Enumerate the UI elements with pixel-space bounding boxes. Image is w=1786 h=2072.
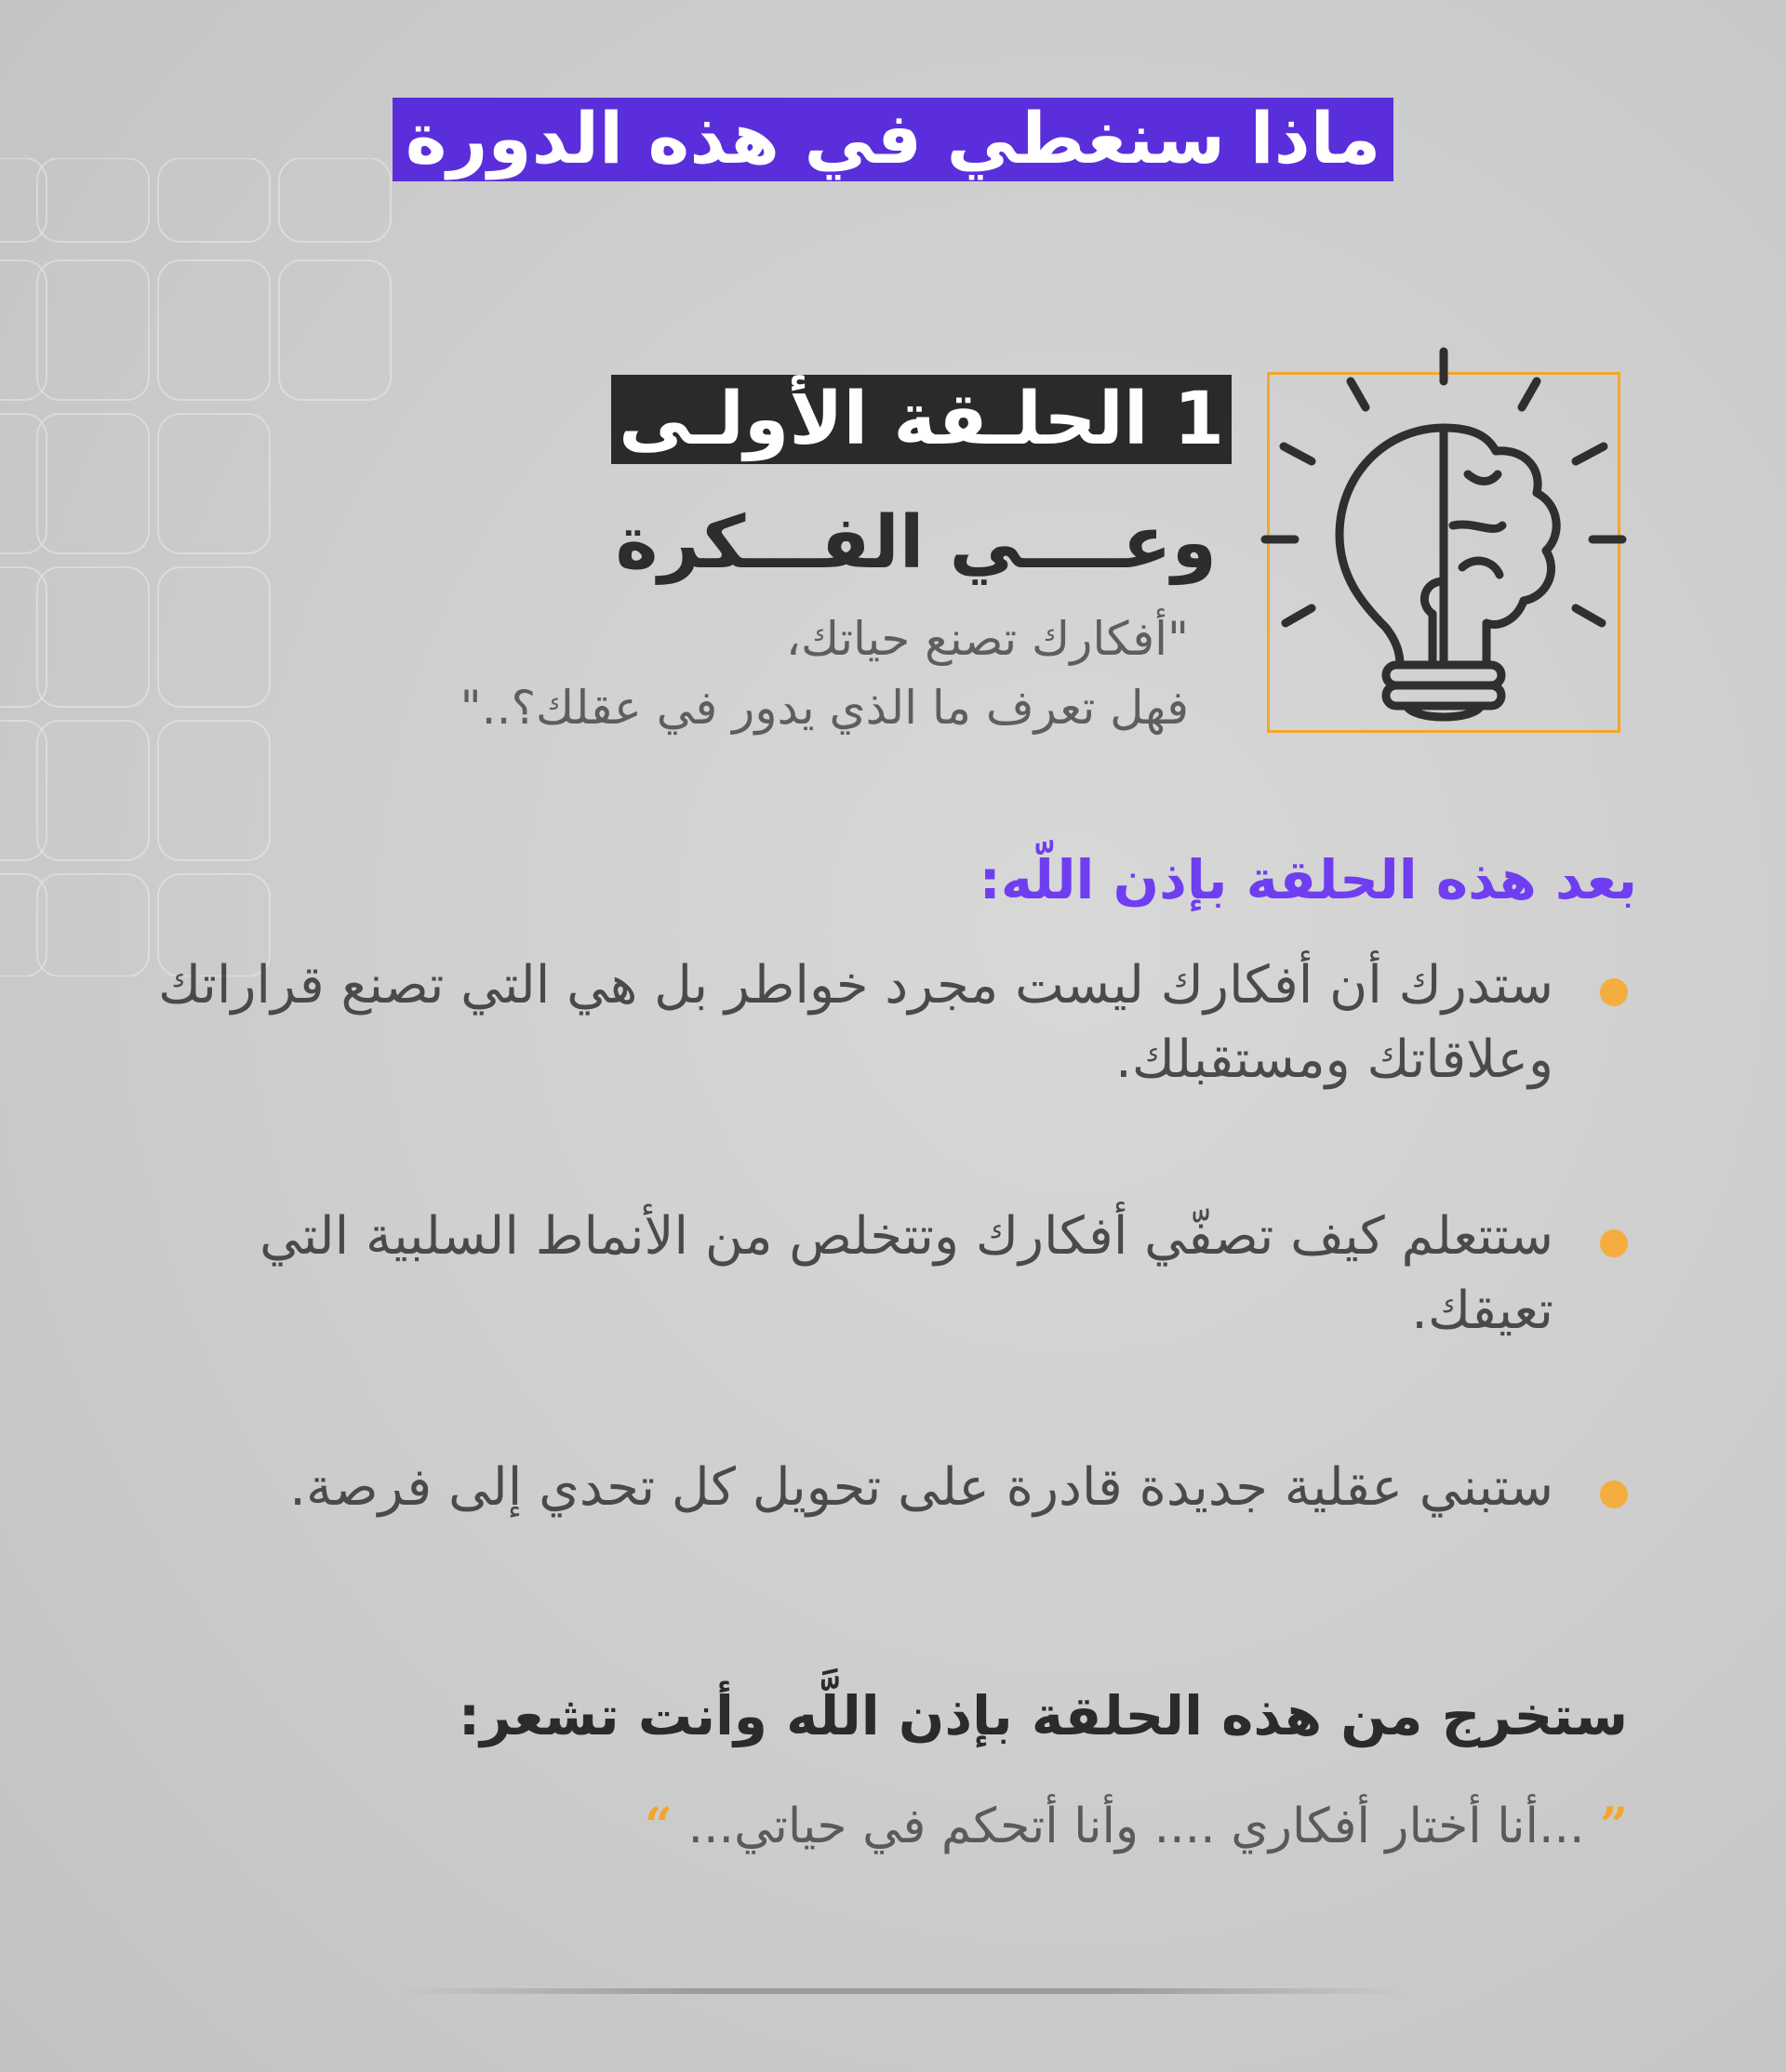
lightbulb-brain-icon bbox=[1246, 344, 1637, 735]
page-title: ماذا سنغطي في هذه الدورة bbox=[393, 98, 1394, 181]
bottom-divider bbox=[400, 1988, 1405, 1994]
quote-line-1: "أفكارك تصنع حياتك، bbox=[785, 612, 1189, 666]
list-item bbox=[112, 949, 1637, 1097]
outcome-quote bbox=[645, 1791, 1628, 1862]
close-quote-icon: “ bbox=[645, 1798, 673, 1854]
episode-badge: 1 الحلـقة الأولـى bbox=[611, 375, 1232, 464]
quote-line-2: فهل تعرف ما الذي يدور في عقلك؟.." bbox=[460, 681, 1189, 735]
open-quote-icon: ” bbox=[1600, 1798, 1628, 1854]
bullet-dot-icon bbox=[1600, 1229, 1628, 1257]
title-container bbox=[0, 98, 1786, 181]
benefit-text: ستتعلم كيف تصفّي أفكارك وتتخلص من الأنماط السلبية التي تعيقك. bbox=[259, 1206, 1553, 1341]
benefit-text: ستدرك أن أفكارك ليست مجرد خواطر بل هي التي تصنع قراراتك وعلاقاتك ومستقبلك. bbox=[158, 955, 1553, 1090]
list-item bbox=[112, 1200, 1637, 1348]
benefit-text: ستبني عقلية جديدة قادرة على تحويل كل تحدي إلى فرصة. bbox=[289, 1457, 1553, 1518]
outcome-quote-text: ...أنا أختار أفكاري .... وأنا أتحكم في حياتي... bbox=[687, 1799, 1585, 1854]
episode-subtitle: وعــــي الفـــكرة bbox=[615, 501, 1217, 585]
background-grid-pattern bbox=[0, 158, 409, 976]
bullet-dot-icon bbox=[1600, 1481, 1628, 1508]
bullet-dot-icon bbox=[1600, 978, 1628, 1006]
benefits-list bbox=[112, 949, 1637, 1525]
episode-quote bbox=[277, 604, 1189, 742]
outcome-heading: ستخرج من هذه الحلقة بإذن اللَّه وأنت تشعر: bbox=[458, 1684, 1628, 1747]
list-item bbox=[112, 1451, 1637, 1525]
after-episode-heading: بعد هذه الحلقة بإذن اللّه: bbox=[979, 848, 1637, 911]
